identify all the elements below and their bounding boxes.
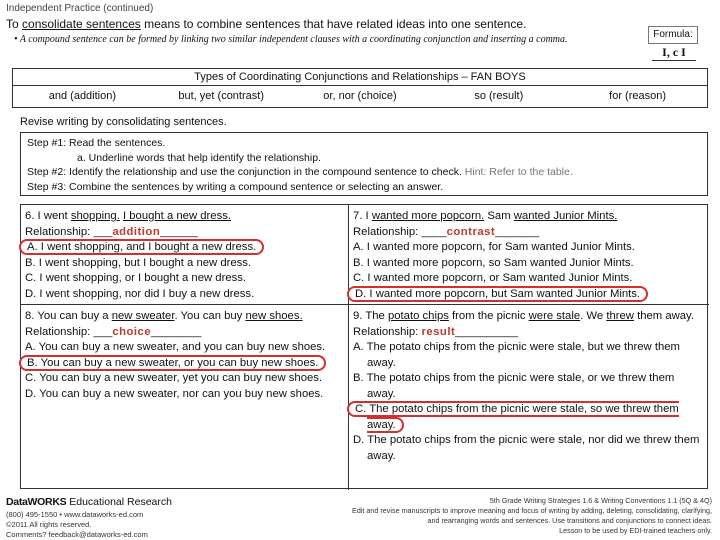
question-prompt — [353, 309, 705, 325]
formula-value: I, c I — [652, 45, 696, 61]
prompt-underline: wanted more popcorn. — [371, 210, 485, 222]
relationship-label: Relationship: ____ — [353, 225, 447, 238]
fan-boys-row — [13, 86, 707, 107]
fan-boys-item: or, nor (choice) — [323, 90, 397, 102]
question-6 — [21, 205, 349, 305]
step-2-hint: Hint: Refer to the table. — [461, 166, 573, 178]
prompt-text: 6. I went — [25, 210, 71, 222]
footer-desc: Edit and revise manuscripts to improve meaning and focus of writing by adding, deleting, consolidating, clarifying, — [352, 506, 712, 515]
step-1: Step #1: Read the sentences. — [27, 137, 166, 149]
relationship-line — [25, 325, 344, 341]
steps-box — [20, 132, 708, 196]
relationship-answer[interactable]: result — [421, 325, 456, 338]
prompt-underline: I bought a new dress. — [122, 210, 231, 222]
option-d[interactable]: D. I went shopping, nor did I buy a new dress. — [25, 287, 255, 300]
prompt-text: Sam — [484, 210, 514, 222]
question-7 — [349, 205, 709, 305]
intro-suffix: means to combine sentences that have related ideas into one sentence. — [140, 17, 527, 31]
footer-logo — [6, 496, 172, 508]
questions-grid — [20, 204, 708, 489]
prompt-underline: potato chips — [387, 310, 449, 322]
option-text: B. You can buy a new sweater, or you can buy new shoes. — [19, 355, 326, 371]
option-c[interactable]: C. I went shopping, or I bought a new dress. — [25, 272, 247, 284]
prompt-underline: wanted Junior Mints. — [513, 210, 618, 222]
option-a[interactable]: A. I wanted more popcorn, for Sam wanted Junior Mints. — [353, 241, 635, 253]
relationship-label: Relationship: — [353, 325, 422, 338]
question-9 — [349, 305, 709, 490]
footer-desc: Lesson to be used by EDI-trained teachers only. — [559, 526, 712, 535]
intro-term: consolidate sentences — [22, 17, 141, 31]
option-text: A. I went shopping, and I bought a new dress. — [19, 239, 264, 255]
answer-blank: _______ — [495, 225, 540, 238]
option-b[interactable]: B. The potato chips from the picnic were stale, or we threw them away. — [353, 372, 675, 400]
footer-standards — [242, 496, 712, 536]
question-prompt — [25, 209, 344, 225]
relationship-answer[interactable]: choice — [112, 325, 152, 338]
fan-boys-title: Types of Coordinating Conjunctions and Relationships – FAN BOYS — [13, 69, 707, 86]
relationship-line — [25, 225, 344, 241]
intro-prefix: To — [6, 17, 23, 31]
answer-blank: __________ — [455, 325, 519, 338]
answer-blank: ______ — [160, 225, 198, 238]
org-text: Educational Research — [66, 496, 172, 508]
relationship-label: Relationship: ___ — [25, 225, 113, 238]
answer-blank: ________ — [151, 325, 202, 338]
step-2-text: Step #2: Identify the relationship and use the conjunction in the compound sentence to check. — [27, 166, 462, 178]
relationship-line — [353, 225, 705, 241]
footer-comments: Comments? feedback@dataworks-ed.com — [6, 530, 148, 539]
fan-boys-table — [12, 68, 708, 108]
option-b[interactable]: B. I went shopping, but I bought a new dress. — [25, 256, 252, 269]
footer-copyright: ©2011 All rights reserved. — [6, 520, 92, 529]
prompt-underline: new shoes. — [245, 310, 303, 322]
relationship-label: Relationship: ___ — [25, 325, 113, 338]
option-text: D. I wanted more popcorn, but Sam wanted Junior Mints. — [347, 286, 648, 302]
section-subtitle: Independent Practice (continued) — [6, 3, 154, 14]
prompt-underline: new sweater — [111, 310, 175, 322]
step-1a: a. Underline words that help identify the relationship. — [77, 151, 321, 164]
option-b[interactable]: B. I wanted more popcorn, so Sam wanted Junior Mints. — [353, 256, 634, 269]
option-a[interactable] — [25, 240, 344, 256]
option-text: C. The potato chips from the picnic were stale, so we threw them away. — [347, 401, 679, 433]
fan-boys-item: for (reason) — [609, 90, 667, 102]
prompt-underline: threw — [606, 310, 634, 322]
footer-contact — [6, 510, 148, 540]
step-3: Step #3: Combine the sentences by writing a compound sentence or selecting an answer. — [27, 180, 444, 193]
relationship-answer[interactable]: addition — [112, 225, 161, 238]
option-c[interactable]: C. I wanted more popcorn, or Sam wanted Junior Mints. — [353, 272, 633, 284]
step-2 — [27, 165, 701, 180]
compound-sentence-note: • A compound sentence can be formed by linking two similar independent clauses with a coordinating conjunction and inserting a comma. — [14, 34, 568, 45]
question-8 — [21, 305, 349, 490]
option-d[interactable]: D. You can buy a new sweater, nor can you buy new shoes. — [25, 387, 324, 400]
option-c[interactable]: C. You can buy a new sweater, yet you can buy new shoes. — [25, 372, 323, 384]
prompt-underline: shopping. — [70, 210, 120, 222]
revise-instruction: Revise writing by consolidating sentences. — [20, 116, 227, 128]
fan-boys-item: but, yet (contrast) — [178, 90, 264, 102]
intro-definition — [6, 17, 526, 31]
fan-boys-item: so (result) — [474, 90, 524, 102]
prompt-text: 7. I — [353, 210, 372, 222]
prompt-text: from the picnic — [448, 310, 529, 322]
option-a[interactable]: A. You can buy a new sweater, and you can buy new shoes. — [25, 341, 326, 353]
prompt-text: 8. You can buy a — [25, 310, 112, 322]
relationship-answer[interactable]: contrast — [446, 225, 496, 238]
option-b[interactable] — [25, 356, 344, 372]
fan-boys-item: and (addition) — [48, 90, 117, 102]
prompt-text: 9. The — [353, 310, 388, 322]
footer-phone: (800) 495-1550 • www.dataworks-ed.com — [6, 510, 144, 519]
footer-standard: 5th Grade Writing Strategies 1.6 & Writing Conventions 1.1 (5Q & 4Q) — [489, 496, 712, 505]
prompt-underline: were stale — [528, 310, 581, 322]
prompt-text: . We — [580, 310, 607, 322]
option-a[interactable]: A. The potato chips from the picnic were stale, but we threw them away. — [353, 341, 680, 369]
footer-desc: and rearranging words and sentences. Use transitions and conjunctions to connect ideas. — [427, 516, 712, 525]
question-prompt — [353, 209, 705, 225]
prompt-text: them away. — [633, 310, 695, 322]
relationship-line — [353, 325, 705, 341]
formula-label: Formula: — [648, 26, 698, 44]
option-c[interactable] — [353, 402, 705, 433]
prompt-text: . You can buy — [174, 310, 246, 322]
question-prompt — [25, 309, 344, 325]
logo-text: DataWORKS — [6, 496, 67, 508]
option-d[interactable] — [353, 287, 705, 303]
option-d[interactable]: D. The potato chips from the picnic were stale, nor did we threw them away. — [353, 434, 700, 462]
